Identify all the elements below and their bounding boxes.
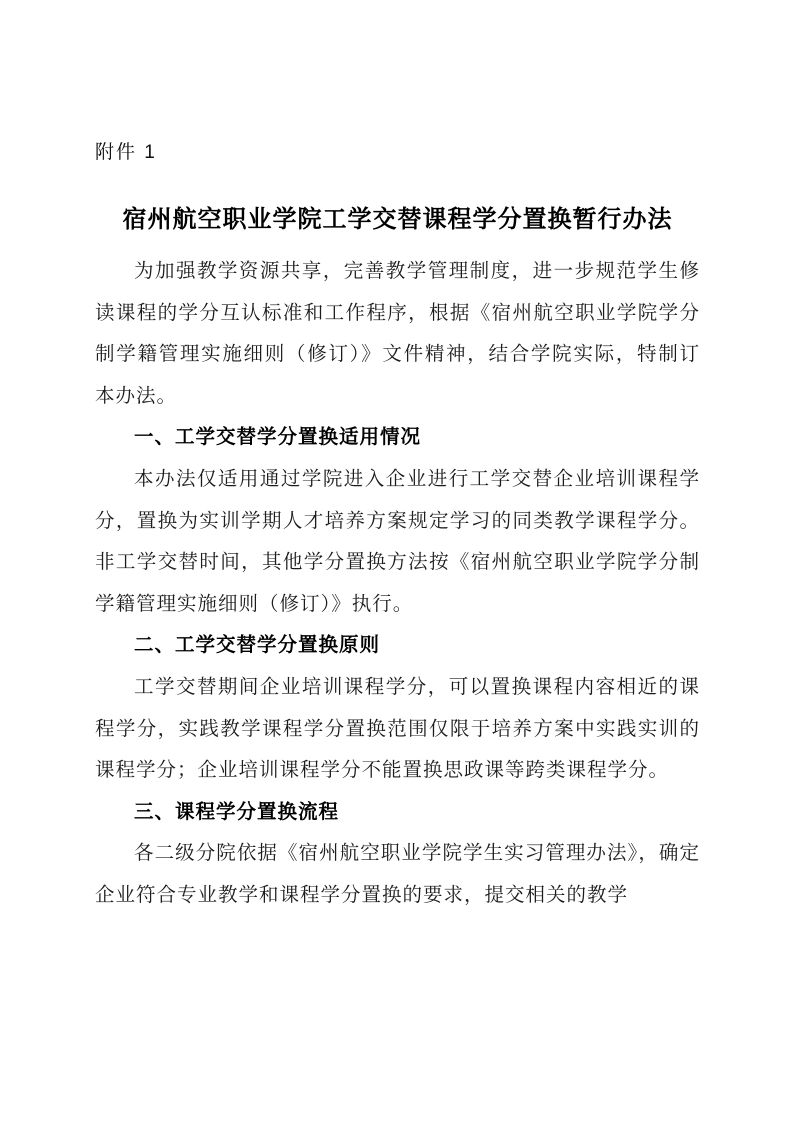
section-heading-3: 三、课程学分置换流程 xyxy=(134,801,340,823)
document-body xyxy=(95,251,700,917)
paragraph-section-3: 各二级分院依据《宿州航空职业学院学生实习管理办法》，确定企业符合专业教学和课程学分置换的要求，提交相关的教学 xyxy=(95,843,700,906)
paragraph-section-1: 本办法仅适用通过学院进入企业进行工学交替企业培训课程学分，置换为实训学期人才培养方案规定学习的同类教学课程学分。非工学交替时间，其他学分置换方法按《宿州航空职业学院学分制学籍管理实施细则（修订）》执行。 xyxy=(95,468,700,615)
attachment-label: 附件 1 xyxy=(95,142,157,163)
section-heading-2: 二、工学交替学分置换原则 xyxy=(134,635,381,657)
section-heading-1: 一、工学交替学分置换适用情况 xyxy=(134,427,422,449)
paragraph-section-2: 工学交替期间企业培训课程学分，可以置换课程内容相近的课程学分，实践教学课程学分置换范围仅限于培养方案中实践实训的课程学分；企业培训课程学分不能置换思政课等跨类课程学分。 xyxy=(95,676,700,782)
paragraph-intro: 为加强教学资源共享，完善教学管理制度，进一步规范学生修读课程的学分互认标准和工作程序，根据《宿州航空职业学院学分制学籍管理实施细则（修订）》文件精神，结合学院实际，特制订本办法。 xyxy=(95,261,700,407)
document-title: 宿州航空职业学院工学交替课程学分置换暂行办法 xyxy=(122,207,673,233)
